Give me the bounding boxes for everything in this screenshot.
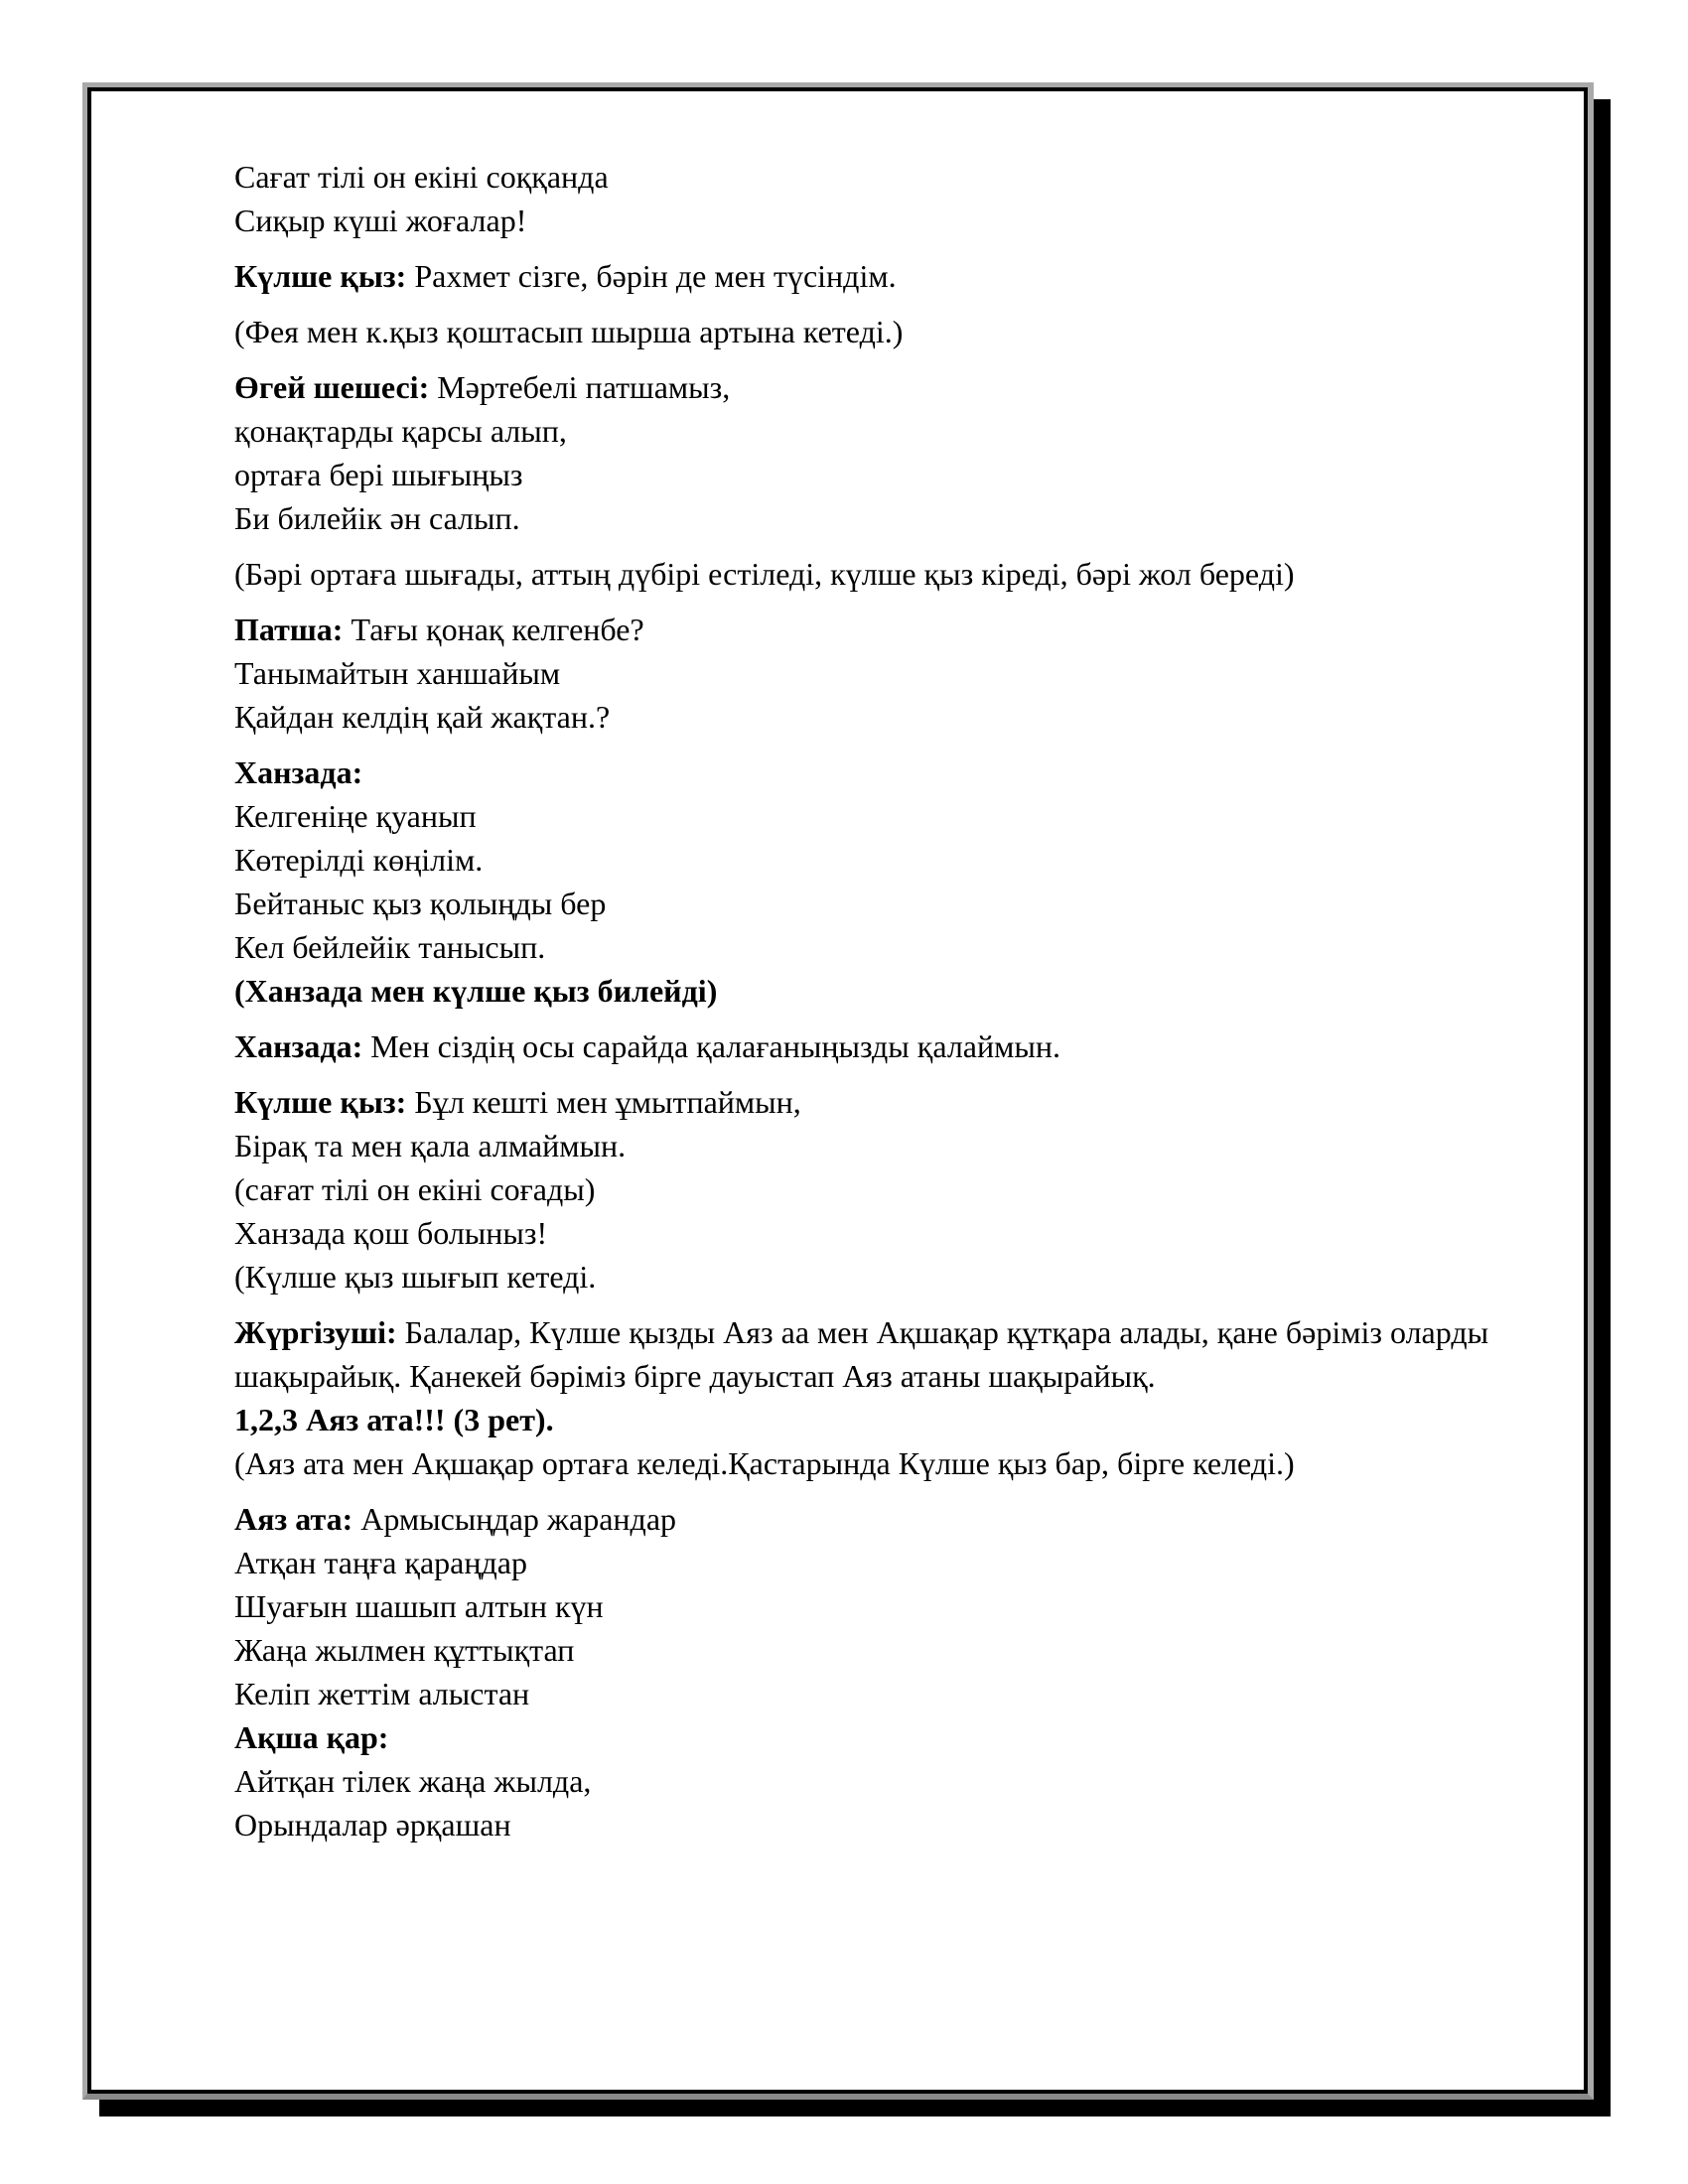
text-line — [234, 1497, 1555, 1541]
dialogue-block — [234, 1080, 1555, 1298]
line-text: Бірақ та мен қала алмаймын. — [234, 1128, 627, 1163]
dialogue-block — [234, 1310, 1555, 1485]
text-line — [234, 1759, 1555, 1803]
text-line — [234, 1441, 1555, 1485]
line-text: Келгеніңе қуанып — [234, 798, 477, 834]
text-line — [234, 1628, 1555, 1672]
line-text: Танымайтын ханшайым — [234, 655, 561, 691]
text-line — [234, 409, 1555, 453]
line-text: Мен сіздің осы сарайда қалағаныңызды қалаймын. — [362, 1028, 1060, 1064]
line-text: Келіп жеттім алыстан — [234, 1676, 530, 1711]
dialogue-block — [234, 155, 1555, 242]
line-text: Қайдан келдің қай жақтан.? — [234, 699, 611, 735]
line-text: Кел бейлейік танысып. — [234, 929, 546, 965]
text-line — [234, 1715, 1555, 1759]
dialogue-block — [234, 552, 1555, 596]
dialogue-block — [234, 751, 1555, 1013]
text-line — [234, 794, 1555, 838]
speaker-label: (Ханзада мен күлше қыз билейді) — [234, 973, 718, 1009]
text-line — [234, 838, 1555, 882]
speaker-label: Өгей шешесі: — [234, 369, 430, 405]
text-line — [234, 1167, 1555, 1211]
line-text: (Аяз ата мен Ақшақар ортаға келеді.Қастарында Күлше қыз бар, бірге келеді.) — [234, 1445, 1295, 1481]
speaker-label: Ақша қар: — [234, 1719, 389, 1755]
text-line — [234, 155, 1555, 199]
line-text: (Бәрі ортаға шығады, аттың дүбірі естіледі, күлше қыз кіреді, бәрі жол береді) — [234, 556, 1295, 592]
line-text: Сағат тілі он екіні соққанда — [234, 159, 609, 195]
line-text: Орындалар әрқашан — [234, 1807, 511, 1843]
text-line — [234, 1803, 1555, 1846]
dialogue-block — [234, 254, 1555, 298]
text-line — [234, 1310, 1555, 1398]
line-text: Бейтаныс қыз қолыңды бер — [234, 886, 607, 921]
text-line — [234, 925, 1555, 969]
text-line — [234, 1080, 1555, 1124]
text-line — [234, 1584, 1555, 1628]
line-text: Айтқан тілек жаңа жылда, — [234, 1763, 592, 1799]
speaker-label: Ханзада: — [234, 1028, 363, 1064]
line-text: Жаңа жылмен құттықтап — [234, 1632, 575, 1668]
text-line — [234, 1024, 1555, 1068]
speaker-label: Аяз ата: — [234, 1501, 353, 1537]
dialogue-block — [234, 1024, 1555, 1068]
line-text: Рахмет сізге, бәрін де мен түсіндім. — [406, 258, 897, 294]
speaker-label: 1,2,3 Аяз ата!!! (3 рет). — [234, 1402, 554, 1437]
text-line — [234, 1398, 1555, 1441]
text-line — [234, 552, 1555, 596]
dialogue-block — [234, 310, 1555, 353]
text-line — [234, 1541, 1555, 1584]
line-text: Ханзада қош болыныз! — [234, 1215, 548, 1251]
line-text: Атқан таңға қараңдар — [234, 1545, 527, 1580]
text-line — [234, 1211, 1555, 1255]
text-line — [234, 1255, 1555, 1298]
text-line — [234, 1124, 1555, 1167]
line-text: ортаға бері шығыңыз — [234, 457, 523, 492]
script-text — [234, 155, 1555, 1858]
text-line — [234, 882, 1555, 925]
text-line — [234, 365, 1555, 409]
text-line — [234, 1672, 1555, 1715]
text-line — [234, 199, 1555, 242]
text-line — [234, 969, 1555, 1013]
speaker-label: Күлше қыз: — [234, 258, 407, 294]
line-text: (Күлше қыз шығып кетеді. — [234, 1259, 597, 1295]
line-text: Тағы қонақ келгенбе? — [343, 612, 644, 647]
line-text: Мәртебелі патшамыз, — [429, 369, 731, 405]
speaker-label: Жүргізуші: — [234, 1314, 397, 1350]
text-line — [234, 695, 1555, 739]
dialogue-block — [234, 1497, 1555, 1846]
speaker-label: Күлше қыз: — [234, 1084, 407, 1120]
speaker-label: Ханзада: — [234, 754, 363, 790]
line-text: (Фея мен к.қыз қоштасып шырша артына кетеді.) — [234, 314, 904, 349]
line-text: (сағат тілі он екіні соғады) — [234, 1171, 596, 1207]
line-text: Көтерілді көңілім. — [234, 842, 484, 878]
line-text: Балалар, Күлше қызды Аяз аа мен Ақшақар құтқара алады, қане бәріміз оларды шақырайық. Қанекей бәріміз бірге дауыстап Аяз атаны шақырайық. — [234, 1314, 1489, 1394]
text-line — [234, 453, 1555, 496]
text-line — [234, 651, 1555, 695]
text-line — [234, 496, 1555, 540]
line-text: қонақтарды қарсы алып, — [234, 413, 567, 449]
line-text: Армысыңдар жарандар — [352, 1501, 677, 1537]
speaker-label: Патша: — [234, 612, 344, 647]
dialogue-block — [234, 608, 1555, 739]
line-text: Шуағын шашып алтын күн — [234, 1588, 604, 1624]
text-line — [234, 254, 1555, 298]
text-line — [234, 751, 1555, 794]
line-text: Би билейік ән салып. — [234, 500, 520, 536]
text-line — [234, 310, 1555, 353]
text-line — [234, 608, 1555, 651]
dialogue-block — [234, 365, 1555, 540]
line-text: Сиқыр күші жоғалар! — [234, 203, 527, 238]
line-text: Бұл кешті мен ұмытпаймын, — [406, 1084, 801, 1120]
